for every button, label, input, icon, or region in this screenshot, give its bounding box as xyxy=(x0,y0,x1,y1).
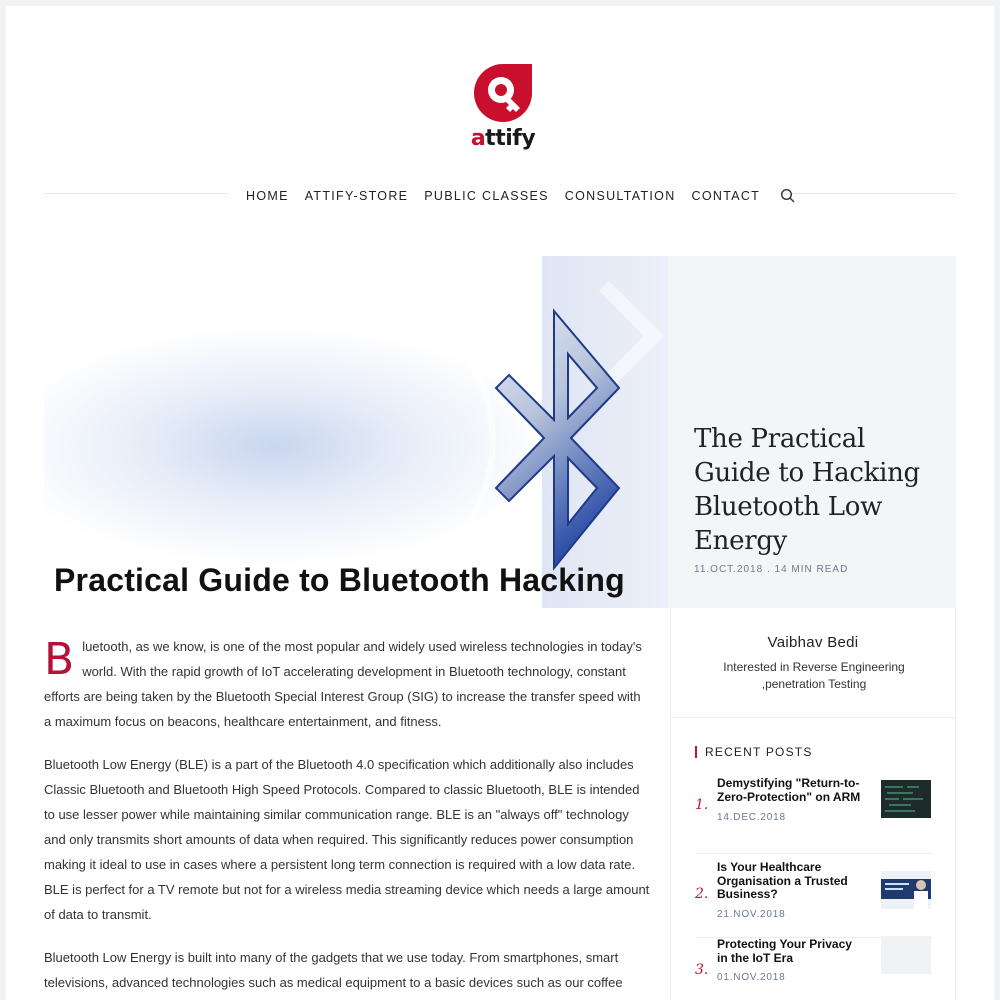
recent-post-title[interactable]: Is Your Healthcare Organisation a Trusted Business? xyxy=(717,860,848,901)
nav-attify-store[interactable]: ATTIFY-STORE xyxy=(304,189,409,203)
key-icon xyxy=(468,62,538,124)
bluetooth-logo-icon xyxy=(44,256,669,608)
recent-post-title[interactable]: Protecting Your Privacy in the IoT Era xyxy=(717,937,852,965)
drop-cap: B xyxy=(44,634,75,685)
nav-consultation[interactable]: CONSULTATION xyxy=(564,189,676,203)
page xyxy=(6,6,994,1000)
hero-image xyxy=(44,256,669,608)
recent-post-date: 14.DEC.2018 xyxy=(717,812,786,823)
article-paragraph: Bluetooth, as we know, is one of the most popular and widely used wireless technologies in today's world. With the rapid growth of IoT accelerating development in Bluetooth technology, constant efforts are being taken by the Bluetooth Special Interest Group (SIG) to increase the transfer speed with a maximum focus on beacons, healthcare entertainment, and fitness. xyxy=(44,634,642,729)
nav-home[interactable]: HOME xyxy=(246,189,289,203)
hero-title: Practical Guide to Bluetooth Hacking xyxy=(54,562,625,598)
recent-post-item[interactable] xyxy=(695,854,933,938)
post-thumbnail-image[interactable] xyxy=(881,780,931,818)
post-number: 3. xyxy=(695,962,709,978)
author-card xyxy=(670,608,956,718)
post-thumbnail-image[interactable] xyxy=(881,936,931,974)
post-title-card xyxy=(670,256,956,608)
recent-post-date: 01.NOV.2018 xyxy=(717,972,786,983)
nav-public-classes[interactable]: PUBLIC CLASSES xyxy=(424,189,549,203)
recent-posts-heading: RECENT POSTS xyxy=(695,746,813,758)
recent-post-date: 21.NOV.2018 xyxy=(717,909,786,920)
recent-post-item[interactable] xyxy=(695,938,933,1000)
recent-post-title[interactable]: Demystifying "Return-to-Zero-Protection" on ARM xyxy=(717,776,861,804)
main-nav xyxy=(246,186,796,206)
nav-contact[interactable]: CONTACT xyxy=(691,189,761,203)
attify-logo[interactable] xyxy=(468,62,538,160)
article-body xyxy=(44,634,650,1000)
author-name[interactable]: Vaibhav Bedi xyxy=(767,634,859,651)
search-icon[interactable] xyxy=(780,188,796,204)
nav-divider-left xyxy=(44,193,228,194)
recent-post-item[interactable] xyxy=(695,770,933,854)
article-paragraph: Bluetooth Low Energy is built into many of the gadgets that we use today. From smartphones, smart televisions, advanced technologies such as medical equipment to a basic devices such as our coffee xyxy=(44,950,623,990)
post-number: 1. xyxy=(695,797,709,813)
author-bio: Interested in Reverse Engineering ,penetration Testing xyxy=(723,660,905,691)
article-paragraph: Bluetooth Low Energy (BLE) is a part of the Bluetooth 4.0 specification which additionally also includes Classic Bluetooth and Bluetooth High Speed Protocols. Compared to classic Bluetooth, BLE is intended to use lesser power while maintaining similar communication range. BLE is an "always off" technology and only transmits short amounts of data when required. This significantly reduces power consumption making it ideal to use in cases where a persistent long term connection is required with a low data rate. BLE is perfect for a TV remote but not for a wireless media streaming device which needs a large amount of data to transmit. xyxy=(44,757,650,922)
nav-divider-right xyxy=(780,193,956,194)
logo-wordmark: attify xyxy=(470,126,536,151)
post-number: 2. xyxy=(695,886,709,902)
recent-posts xyxy=(670,718,956,1000)
post-meta: 11.OCT.2018 . 14 MIN READ xyxy=(694,564,849,575)
post-title: The Practical Guide to Hacking Bluetooth Low Energy xyxy=(694,424,920,556)
post-thumbnail-image[interactable] xyxy=(881,871,931,909)
